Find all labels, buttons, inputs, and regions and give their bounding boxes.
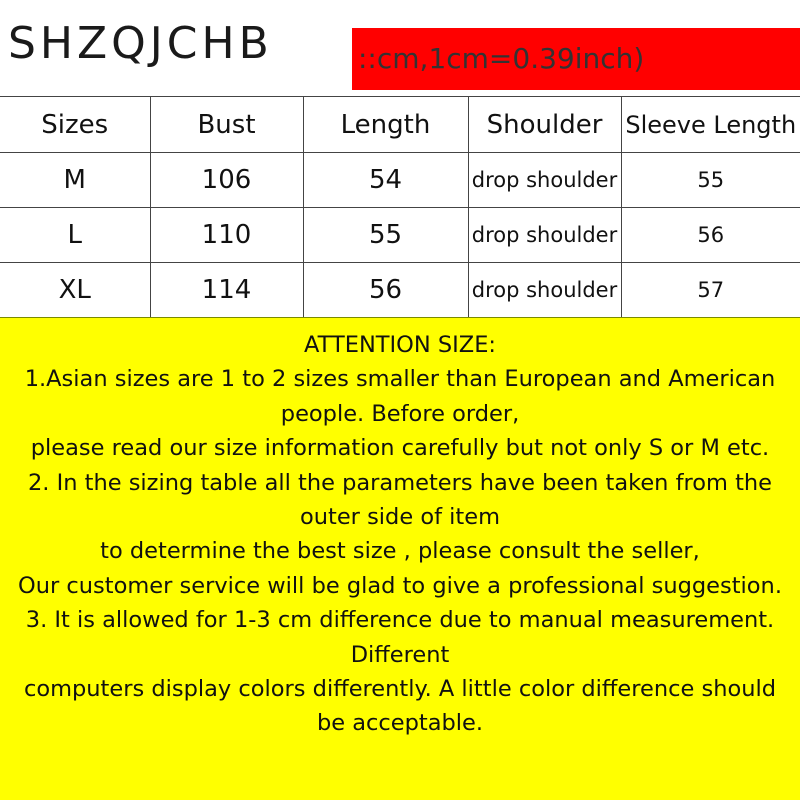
notice-line: Our customer service will be glad to give a professional suggestion. xyxy=(18,572,782,599)
cell-shoulder: drop shoulder xyxy=(468,153,621,208)
header-sleeve-length: Sleeve Length xyxy=(621,97,800,153)
cell-length: 56 xyxy=(303,263,468,318)
notice-line: 1.Asian sizes are 1 to 2 sizes smaller than European and American people. Before order, xyxy=(24,366,776,427)
cell-shoulder: drop shoulder xyxy=(468,263,621,318)
cell-shoulder: drop shoulder xyxy=(468,208,621,263)
notice-line: 3. It is allowed for 1-3 cm difference due to manual measurement. Different xyxy=(25,607,775,668)
notice-line: computers display colors differently. A little color difference should be acceptable. xyxy=(23,676,777,737)
cell-sleeve-length: 57 xyxy=(621,263,800,318)
table-row xyxy=(0,208,800,263)
table-row xyxy=(0,263,800,318)
cell-bust: 106 xyxy=(150,153,303,208)
header-shoulder: Shoulder xyxy=(468,97,621,153)
header-length: Length xyxy=(303,97,468,153)
cell-bust: 114 xyxy=(150,263,303,318)
cell-size: M xyxy=(0,153,150,208)
cell-size: XL xyxy=(0,263,150,318)
unit-banner: ::cm,1cm=0.39inch) xyxy=(352,28,800,90)
brand-logo: SHZQJCHB xyxy=(8,18,273,69)
notice-line: 2. In the sizing table all the parameters have been taken from the outer side of item xyxy=(27,469,773,531)
cell-length: 55 xyxy=(303,208,468,263)
notice-line: please read our size information carefully but not only S or M etc. xyxy=(30,435,770,462)
cell-bust: 110 xyxy=(150,208,303,263)
notice-title: ATTENTION SIZE: xyxy=(304,332,496,358)
attention-notice xyxy=(0,317,800,800)
cell-length: 54 xyxy=(303,153,468,208)
header-bust: Bust xyxy=(150,97,303,153)
size-table xyxy=(0,96,800,318)
cell-sleeve-length: 56 xyxy=(621,208,800,263)
notice-line: to determine the best size , please consult the seller, xyxy=(100,538,700,565)
table-header-row xyxy=(0,97,800,153)
cell-size: L xyxy=(0,208,150,263)
header-sizes: Sizes xyxy=(0,97,150,153)
table-row xyxy=(0,153,800,208)
cell-sleeve-length: 55 xyxy=(621,153,800,208)
